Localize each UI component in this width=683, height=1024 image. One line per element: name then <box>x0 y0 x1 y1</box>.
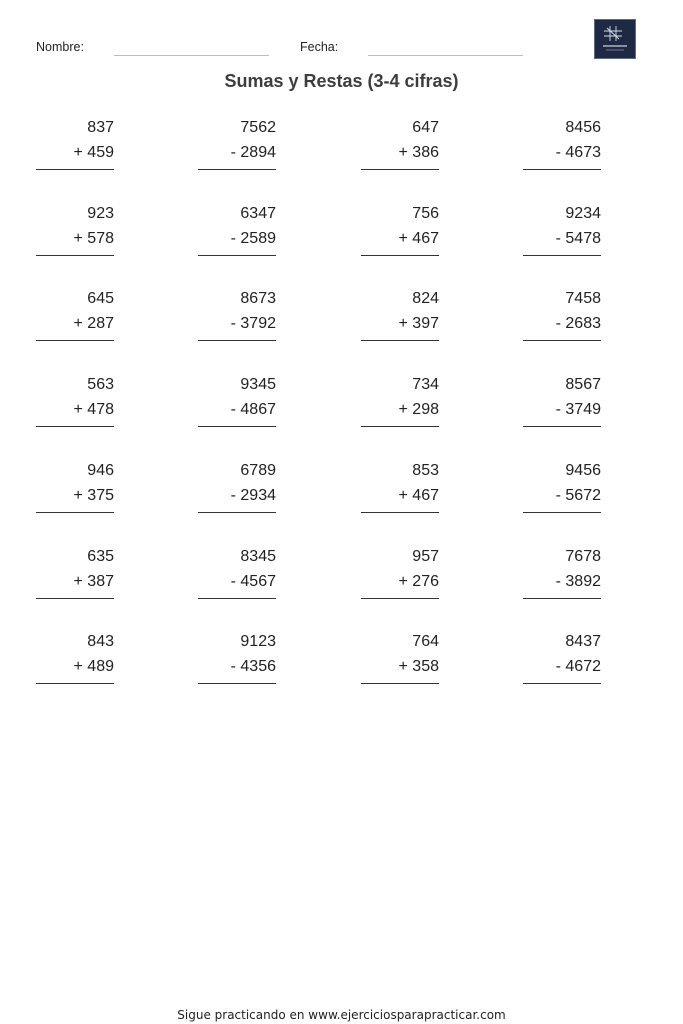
problem-operand: - 2683 <box>555 315 601 333</box>
problem-top-number: 563 <box>87 376 114 394</box>
problem-7 <box>361 205 439 265</box>
problem-operand: + 467 <box>398 486 439 504</box>
answer-line[interactable] <box>523 512 601 513</box>
problem-top-number: 645 <box>87 290 114 308</box>
answer-line[interactable] <box>361 683 439 684</box>
problem-25 <box>36 633 114 693</box>
problem-top-number: 9456 <box>565 461 601 479</box>
problem-top-number: 824 <box>412 290 439 308</box>
problem-operand: - 4356 <box>230 658 276 676</box>
problem-operand: - 2934 <box>230 486 276 504</box>
problem-3 <box>361 119 439 179</box>
answer-line[interactable] <box>361 255 439 256</box>
answer-line[interactable] <box>198 169 276 170</box>
problem-24 <box>523 548 601 608</box>
answer-line[interactable] <box>361 340 439 341</box>
problem-operand: - 3749 <box>555 401 601 419</box>
answer-line[interactable] <box>36 512 114 513</box>
problem-12 <box>523 290 601 350</box>
problem-17 <box>36 462 114 522</box>
problem-top-number: 946 <box>87 461 114 479</box>
footer-text: Sigue practicando en www.ejerciciosparapracticar.com <box>177 1008 506 1022</box>
problem-operand: + 387 <box>73 572 114 590</box>
problem-top-number: 764 <box>412 633 439 651</box>
problem-8 <box>523 205 601 265</box>
answer-line[interactable] <box>198 512 276 513</box>
problem-top-number: 9234 <box>565 204 601 222</box>
problem-operand: + 397 <box>398 315 439 333</box>
problem-22 <box>198 548 276 608</box>
problem-operand: - 4672 <box>555 658 601 676</box>
problem-top-number: 8437 <box>565 633 601 651</box>
problem-operand: - 3892 <box>555 572 601 590</box>
answer-line[interactable] <box>198 683 276 684</box>
problem-top-number: 837 <box>87 119 114 136</box>
answer-line[interactable] <box>198 255 276 256</box>
problem-top-number: 8673 <box>240 290 276 308</box>
problem-operand: - 4567 <box>230 572 276 590</box>
problem-operand: + 459 <box>73 144 114 161</box>
answer-line[interactable] <box>36 169 114 170</box>
problem-operand: + 386 <box>398 144 439 161</box>
answer-line[interactable] <box>523 169 601 170</box>
problem-28 <box>523 633 601 693</box>
problem-top-number: 647 <box>412 119 439 136</box>
problem-19 <box>361 462 439 522</box>
problem-top-number: 7678 <box>565 547 601 565</box>
problem-operand: + 287 <box>73 315 114 333</box>
answer-line[interactable] <box>198 426 276 427</box>
answer-line[interactable] <box>361 598 439 599</box>
problem-operand: + 489 <box>73 658 114 676</box>
answer-line[interactable] <box>36 598 114 599</box>
problem-16 <box>523 376 601 436</box>
problem-23 <box>361 548 439 608</box>
problem-operand: - 3792 <box>230 315 276 333</box>
problem-6 <box>198 205 276 265</box>
nombre-label: Nombre: <box>36 40 84 54</box>
problem-top-number: 843 <box>87 633 114 651</box>
problem-top-number: 8456 <box>565 119 601 136</box>
problem-top-number: 635 <box>87 547 114 565</box>
problem-top-number: 9123 <box>240 633 276 651</box>
problem-top-number: 7562 <box>240 119 276 136</box>
problem-27 <box>361 633 439 693</box>
problem-5 <box>36 205 114 265</box>
problem-operand: + 358 <box>398 658 439 676</box>
answer-line[interactable] <box>198 598 276 599</box>
problem-top-number: 8567 <box>565 376 601 394</box>
answer-line[interactable] <box>523 683 601 684</box>
problem-operand: - 2589 <box>230 229 276 247</box>
answer-line[interactable] <box>523 598 601 599</box>
problem-9 <box>36 290 114 350</box>
problem-11 <box>361 290 439 350</box>
problem-top-number: 8345 <box>240 547 276 565</box>
problem-operand: - 4867 <box>230 401 276 419</box>
problem-operand: + 298 <box>398 401 439 419</box>
fecha-label: Fecha: <box>300 40 339 54</box>
fecha-field[interactable] <box>368 55 523 56</box>
answer-line[interactable] <box>36 683 114 684</box>
problem-top-number: 853 <box>412 461 439 479</box>
page-title: Sumas y Restas (3-4 cifras) <box>224 71 459 91</box>
problem-top-number: 6789 <box>240 461 276 479</box>
answer-line[interactable] <box>36 255 114 256</box>
problem-operand: - 2894 <box>230 144 276 161</box>
answer-line[interactable] <box>361 169 439 170</box>
problem-operand: + 276 <box>398 572 439 590</box>
answer-line[interactable] <box>198 340 276 341</box>
answer-line[interactable] <box>523 255 601 256</box>
answer-line[interactable] <box>523 340 601 341</box>
problem-26 <box>198 633 276 693</box>
problem-top-number: 923 <box>87 204 114 222</box>
problem-top-number: 6347 <box>240 204 276 222</box>
problem-20 <box>523 462 601 522</box>
answer-line[interactable] <box>523 426 601 427</box>
problem-1 <box>36 119 114 179</box>
problem-operand: - 5672 <box>555 486 601 504</box>
problem-10 <box>198 290 276 350</box>
problem-top-number: 7458 <box>565 290 601 308</box>
problem-top-number: 756 <box>412 204 439 222</box>
problem-15 <box>361 376 439 436</box>
problem-21 <box>36 548 114 608</box>
nombre-field[interactable] <box>114 55 269 56</box>
problem-top-number: 957 <box>412 547 439 565</box>
problem-operand: + 578 <box>73 229 114 247</box>
problem-18 <box>198 462 276 522</box>
problem-top-number: 9345 <box>240 376 276 394</box>
problem-operand: + 375 <box>73 486 114 504</box>
problem-operand: - 5478 <box>555 229 601 247</box>
problem-14 <box>198 376 276 436</box>
problem-operand: + 478 <box>73 401 114 419</box>
problem-operand: - 4673 <box>555 144 601 161</box>
answer-line[interactable] <box>361 426 439 427</box>
problem-13 <box>36 376 114 436</box>
logo-icon <box>594 19 636 59</box>
problem-4 <box>523 119 601 179</box>
answer-line[interactable] <box>36 340 114 341</box>
problem-2 <box>198 119 276 179</box>
problem-top-number: 734 <box>412 376 439 394</box>
answer-line[interactable] <box>361 512 439 513</box>
problem-operand: + 467 <box>398 229 439 247</box>
answer-line[interactable] <box>36 426 114 427</box>
